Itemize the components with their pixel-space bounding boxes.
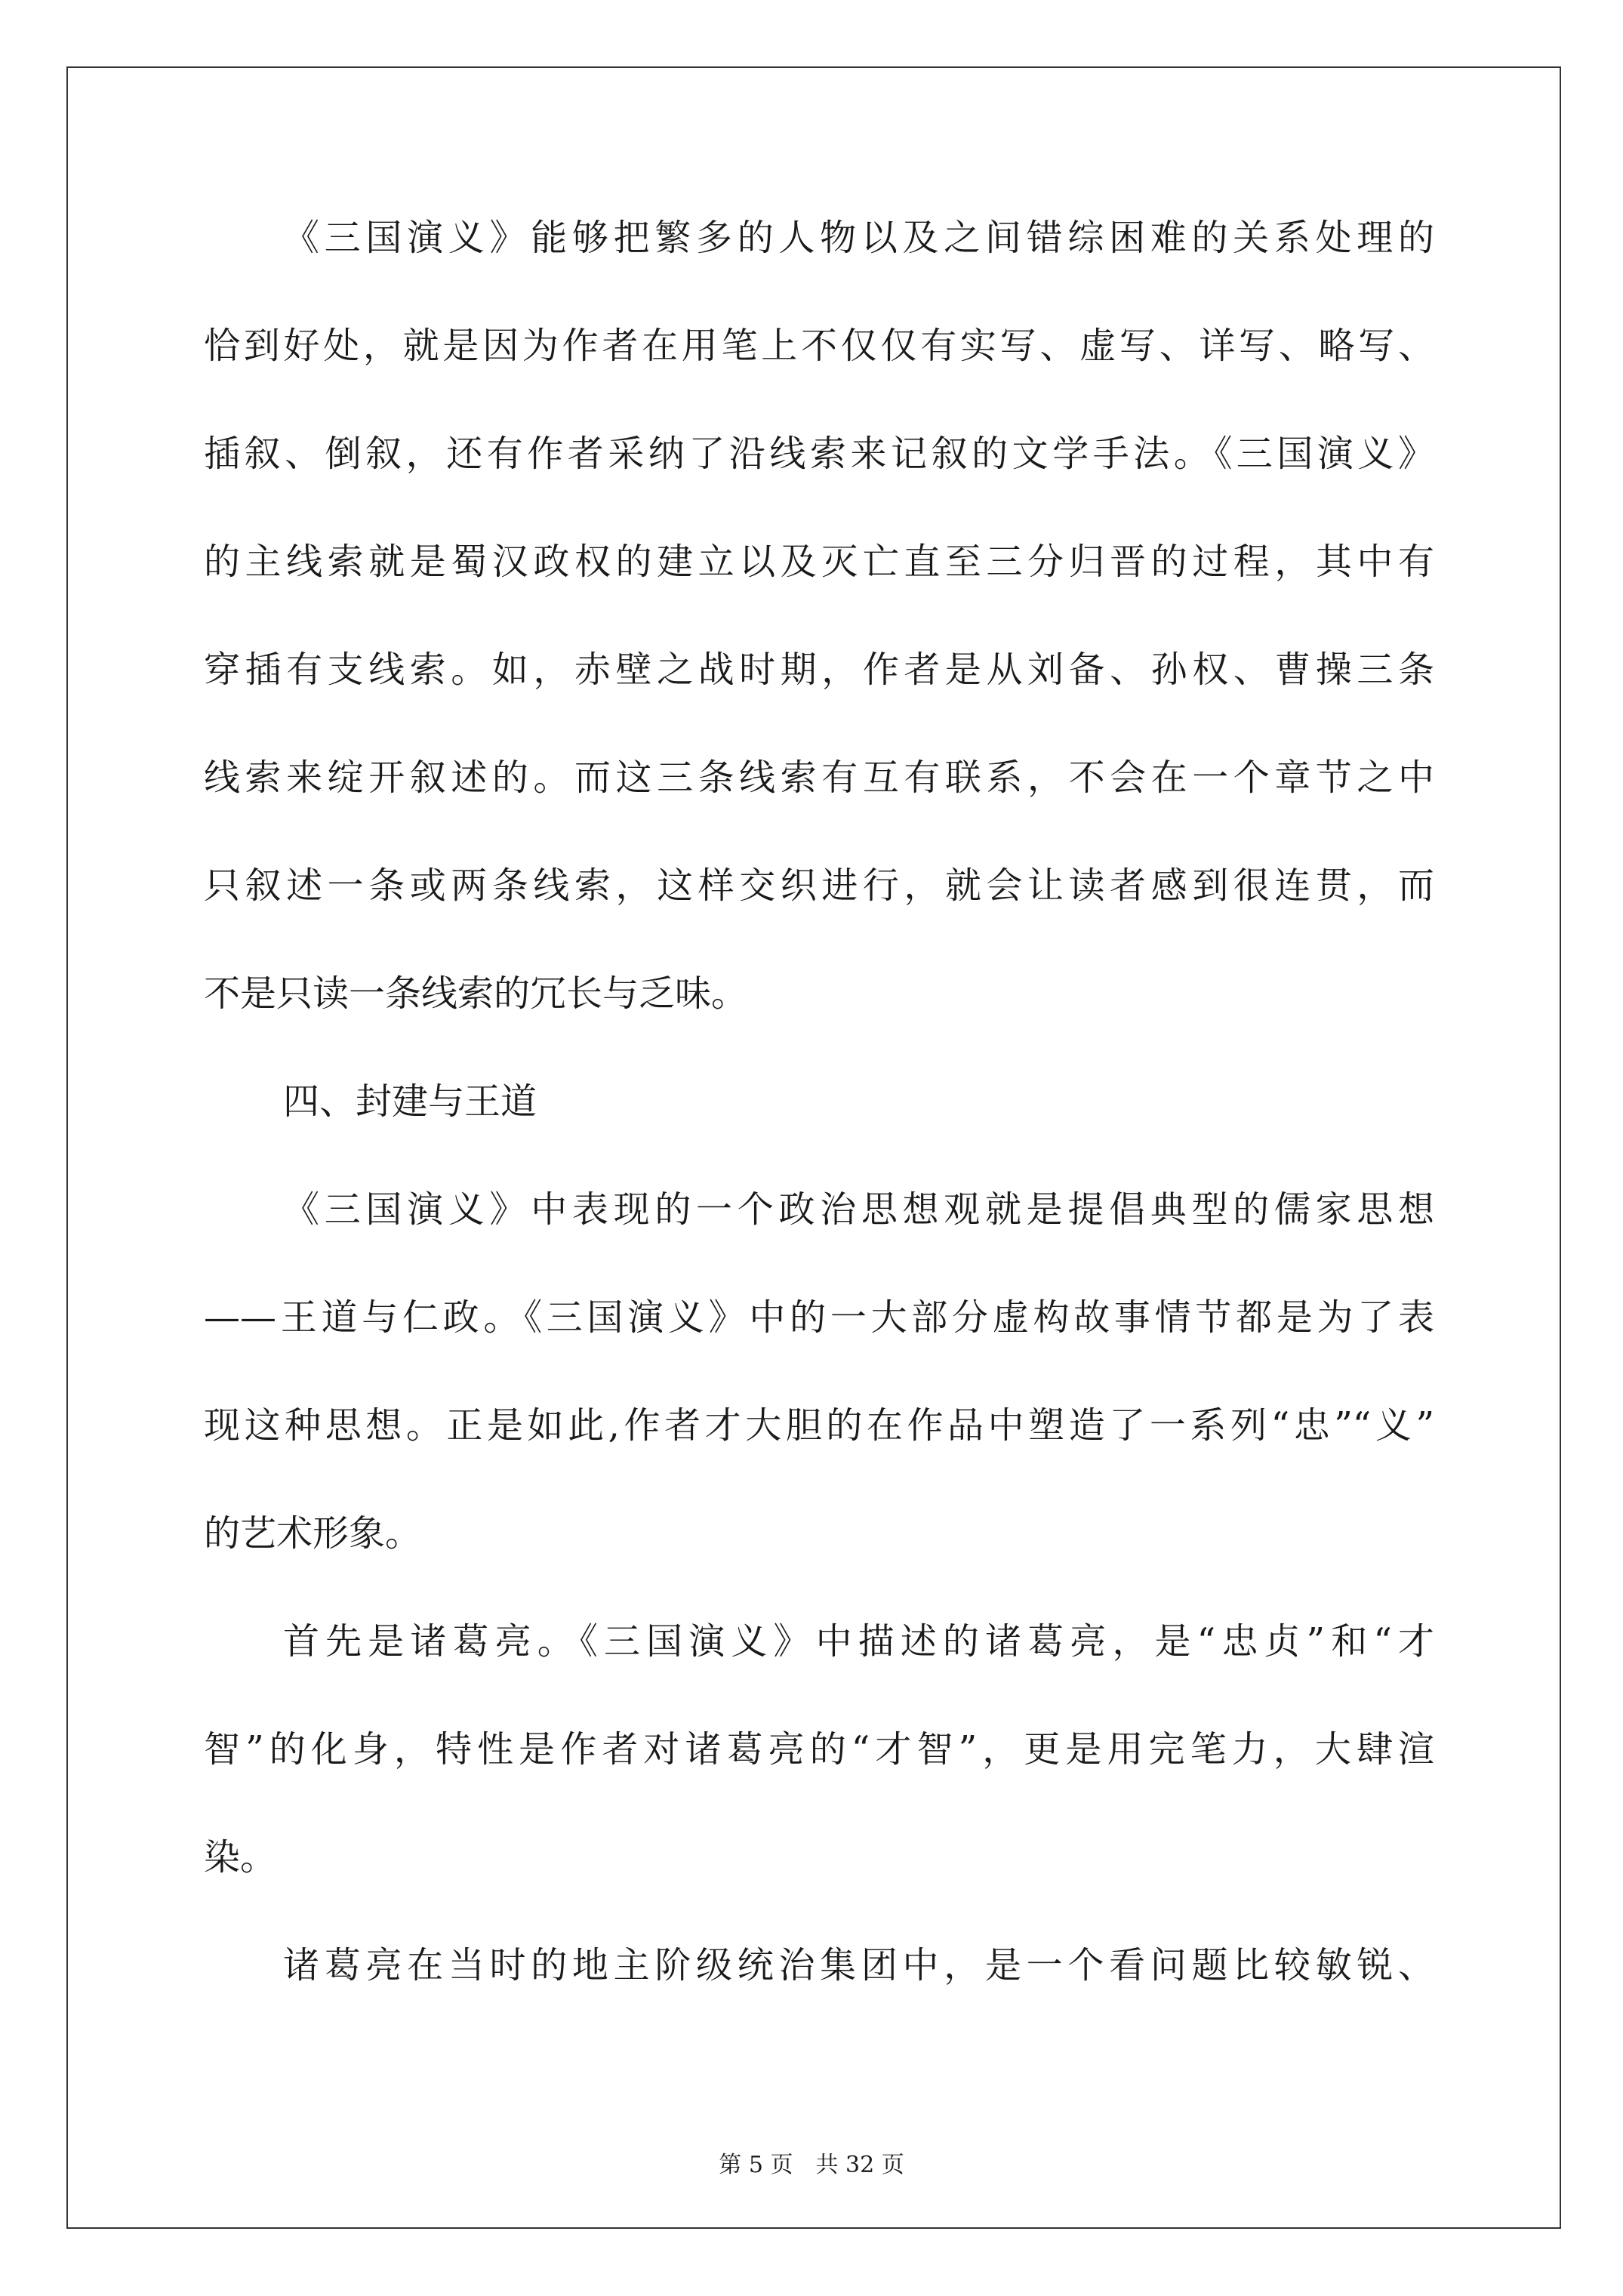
- paragraph-line: 不是只读一条线索的冗长与乏味。: [204, 972, 748, 1015]
- paragraph-line: 染。: [204, 1836, 277, 1878]
- paragraph-line: 诸葛亮在当时的地主阶级统治集团中，是一个看问题比较敏锐、: [283, 1944, 1434, 1986]
- paragraph-line: 恰到好处，就是因为作者在用笔上不仅仅有实写、虚写、详写、略写、: [204, 325, 1434, 367]
- page-number: 第 5 页 共 32 页: [719, 2152, 904, 2178]
- paragraph-line: 智”的化身，特性是作者对诸葛亮的“才智”，更是用完笔力，大肆渲: [204, 1728, 1434, 1771]
- paragraph-line: ——王道与仁政。《三国演义》中的一大部分虚构故事情节都是为了表: [204, 1296, 1434, 1339]
- paragraph-line: 只叙述一条或两条线索，这样交织进行，就会让读者感到很连贯，而: [204, 864, 1434, 907]
- paragraph-line: 的艺术形象。: [204, 1512, 422, 1555]
- paragraph-line: 线索来绽开叙述的。而这三条线索有互有联系，不会在一个章节之中: [204, 757, 1434, 799]
- section-heading: 四、封建与王道: [283, 1080, 537, 1123]
- page-border: [66, 66, 1561, 2229]
- paragraph-line: 穿插有支线索。如，赤壁之战时期，作者是从刘备、孙权、曹操三条: [204, 649, 1434, 691]
- paragraph-line: 《三国演义》中表现的一个政治思想观就是提倡典型的儒家思想: [283, 1188, 1434, 1231]
- paragraph-line: 现这种思想。正是如此,作者才大胆的在作品中塑造了一系列“忠”“义”: [204, 1404, 1434, 1447]
- paragraph-line: 插叙、倒叙，还有作者采纳了沿线索来记叙的文学手法。《三国演义》: [204, 433, 1434, 475]
- paragraph-line: 《三国演义》能够把繁多的人物以及之间错综困难的关系处理的: [283, 217, 1434, 259]
- paragraph-line: 的主线索就是蜀汉政权的建立以及灭亡直至三分归晋的过程，其中有: [204, 541, 1434, 583]
- paragraph-line: 首先是诸葛亮。《三国演义》中描述的诸葛亮，是“忠贞”和“才: [283, 1620, 1434, 1663]
